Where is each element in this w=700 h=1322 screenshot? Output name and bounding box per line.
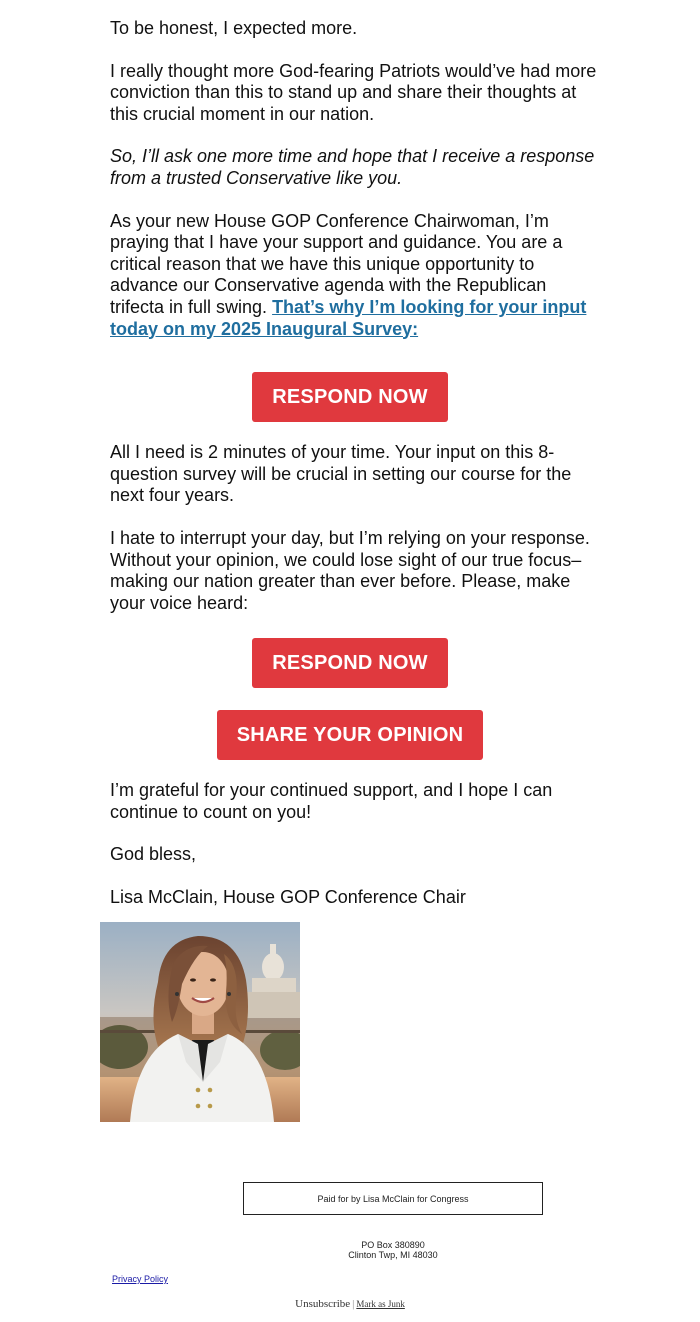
privacy-policy-link[interactable]: Privacy Policy bbox=[112, 1274, 169, 1284]
survey-link[interactable]: That’s why I’m looking for your input today on my 2025 Inaugural Survey: bbox=[110, 296, 587, 339]
email-body bbox=[110, 18, 600, 930]
signature: Lisa McClain, House GOP Conference Chair bbox=[110, 887, 466, 908]
signature-photo bbox=[100, 922, 300, 1122]
unsubscribe-link[interactable]: Unsubscribe bbox=[295, 1298, 351, 1310]
paragraph-patriots: I really thought more God-fearing Patriots would’ve had more conviction than this to stand up and share their thoughts at this crucial moment in our nation. bbox=[110, 60, 597, 124]
mailing-address bbox=[293, 1240, 493, 1260]
address-line-1: PO Box 380890 bbox=[361, 1240, 425, 1250]
respond-now-button-1[interactable]: RESPOND NOW bbox=[252, 372, 448, 422]
address-line-2: Clinton Twp, MI 48030 bbox=[348, 1250, 438, 1260]
paragraph-ask-again: So, I’ll ask one more time and hope that I receive a response from a trusted Conservative like you. bbox=[110, 146, 595, 188]
unsubscribe-row bbox=[0, 1298, 700, 1310]
paragraph-interrupt: I hate to interrupt your day, but I’m relying on your response. Without your opinion, we could lose sight of our true focus–making our nation greater than ever before. Please, make your voice heard: bbox=[110, 527, 590, 613]
share-opinion-button[interactable]: SHARE YOUR OPINION bbox=[217, 710, 484, 760]
mark-as-junk-link[interactable]: Mark as Junk bbox=[356, 1299, 405, 1309]
share-button-row bbox=[110, 710, 590, 760]
paragraph-intro: To be honest, I expected more. bbox=[110, 18, 358, 38]
paragraph-god-bless: God bless, bbox=[110, 844, 197, 865]
footer-separator: | bbox=[352, 1298, 355, 1310]
respond-button-row-1 bbox=[110, 372, 590, 422]
respond-now-button-2[interactable]: RESPOND NOW bbox=[252, 638, 448, 688]
paragraph-two-minutes: All I need is 2 minutes of your time. Your input on this 8-question survey will be crucial in setting our course for the next four years. bbox=[110, 442, 572, 506]
portrait-image bbox=[100, 922, 300, 1122]
paragraph-chairwoman bbox=[110, 211, 600, 341]
paid-for-text: Paid for by Lisa McClain for Congress bbox=[317, 1193, 469, 1204]
paragraph-grateful: I’m grateful for your continued support, and I hope I can continue to count on you! bbox=[110, 780, 553, 822]
paid-for-box bbox=[243, 1182, 543, 1215]
respond-button-row-2 bbox=[110, 638, 590, 688]
chairwoman-text: As your new House GOP Conference Chairwoman, I’m praying that I have your support and guidance. You are a critical reason that we have this unique opportunity to advance our Conservative agenda with the Republican trifecta in full swing. bbox=[110, 210, 563, 317]
